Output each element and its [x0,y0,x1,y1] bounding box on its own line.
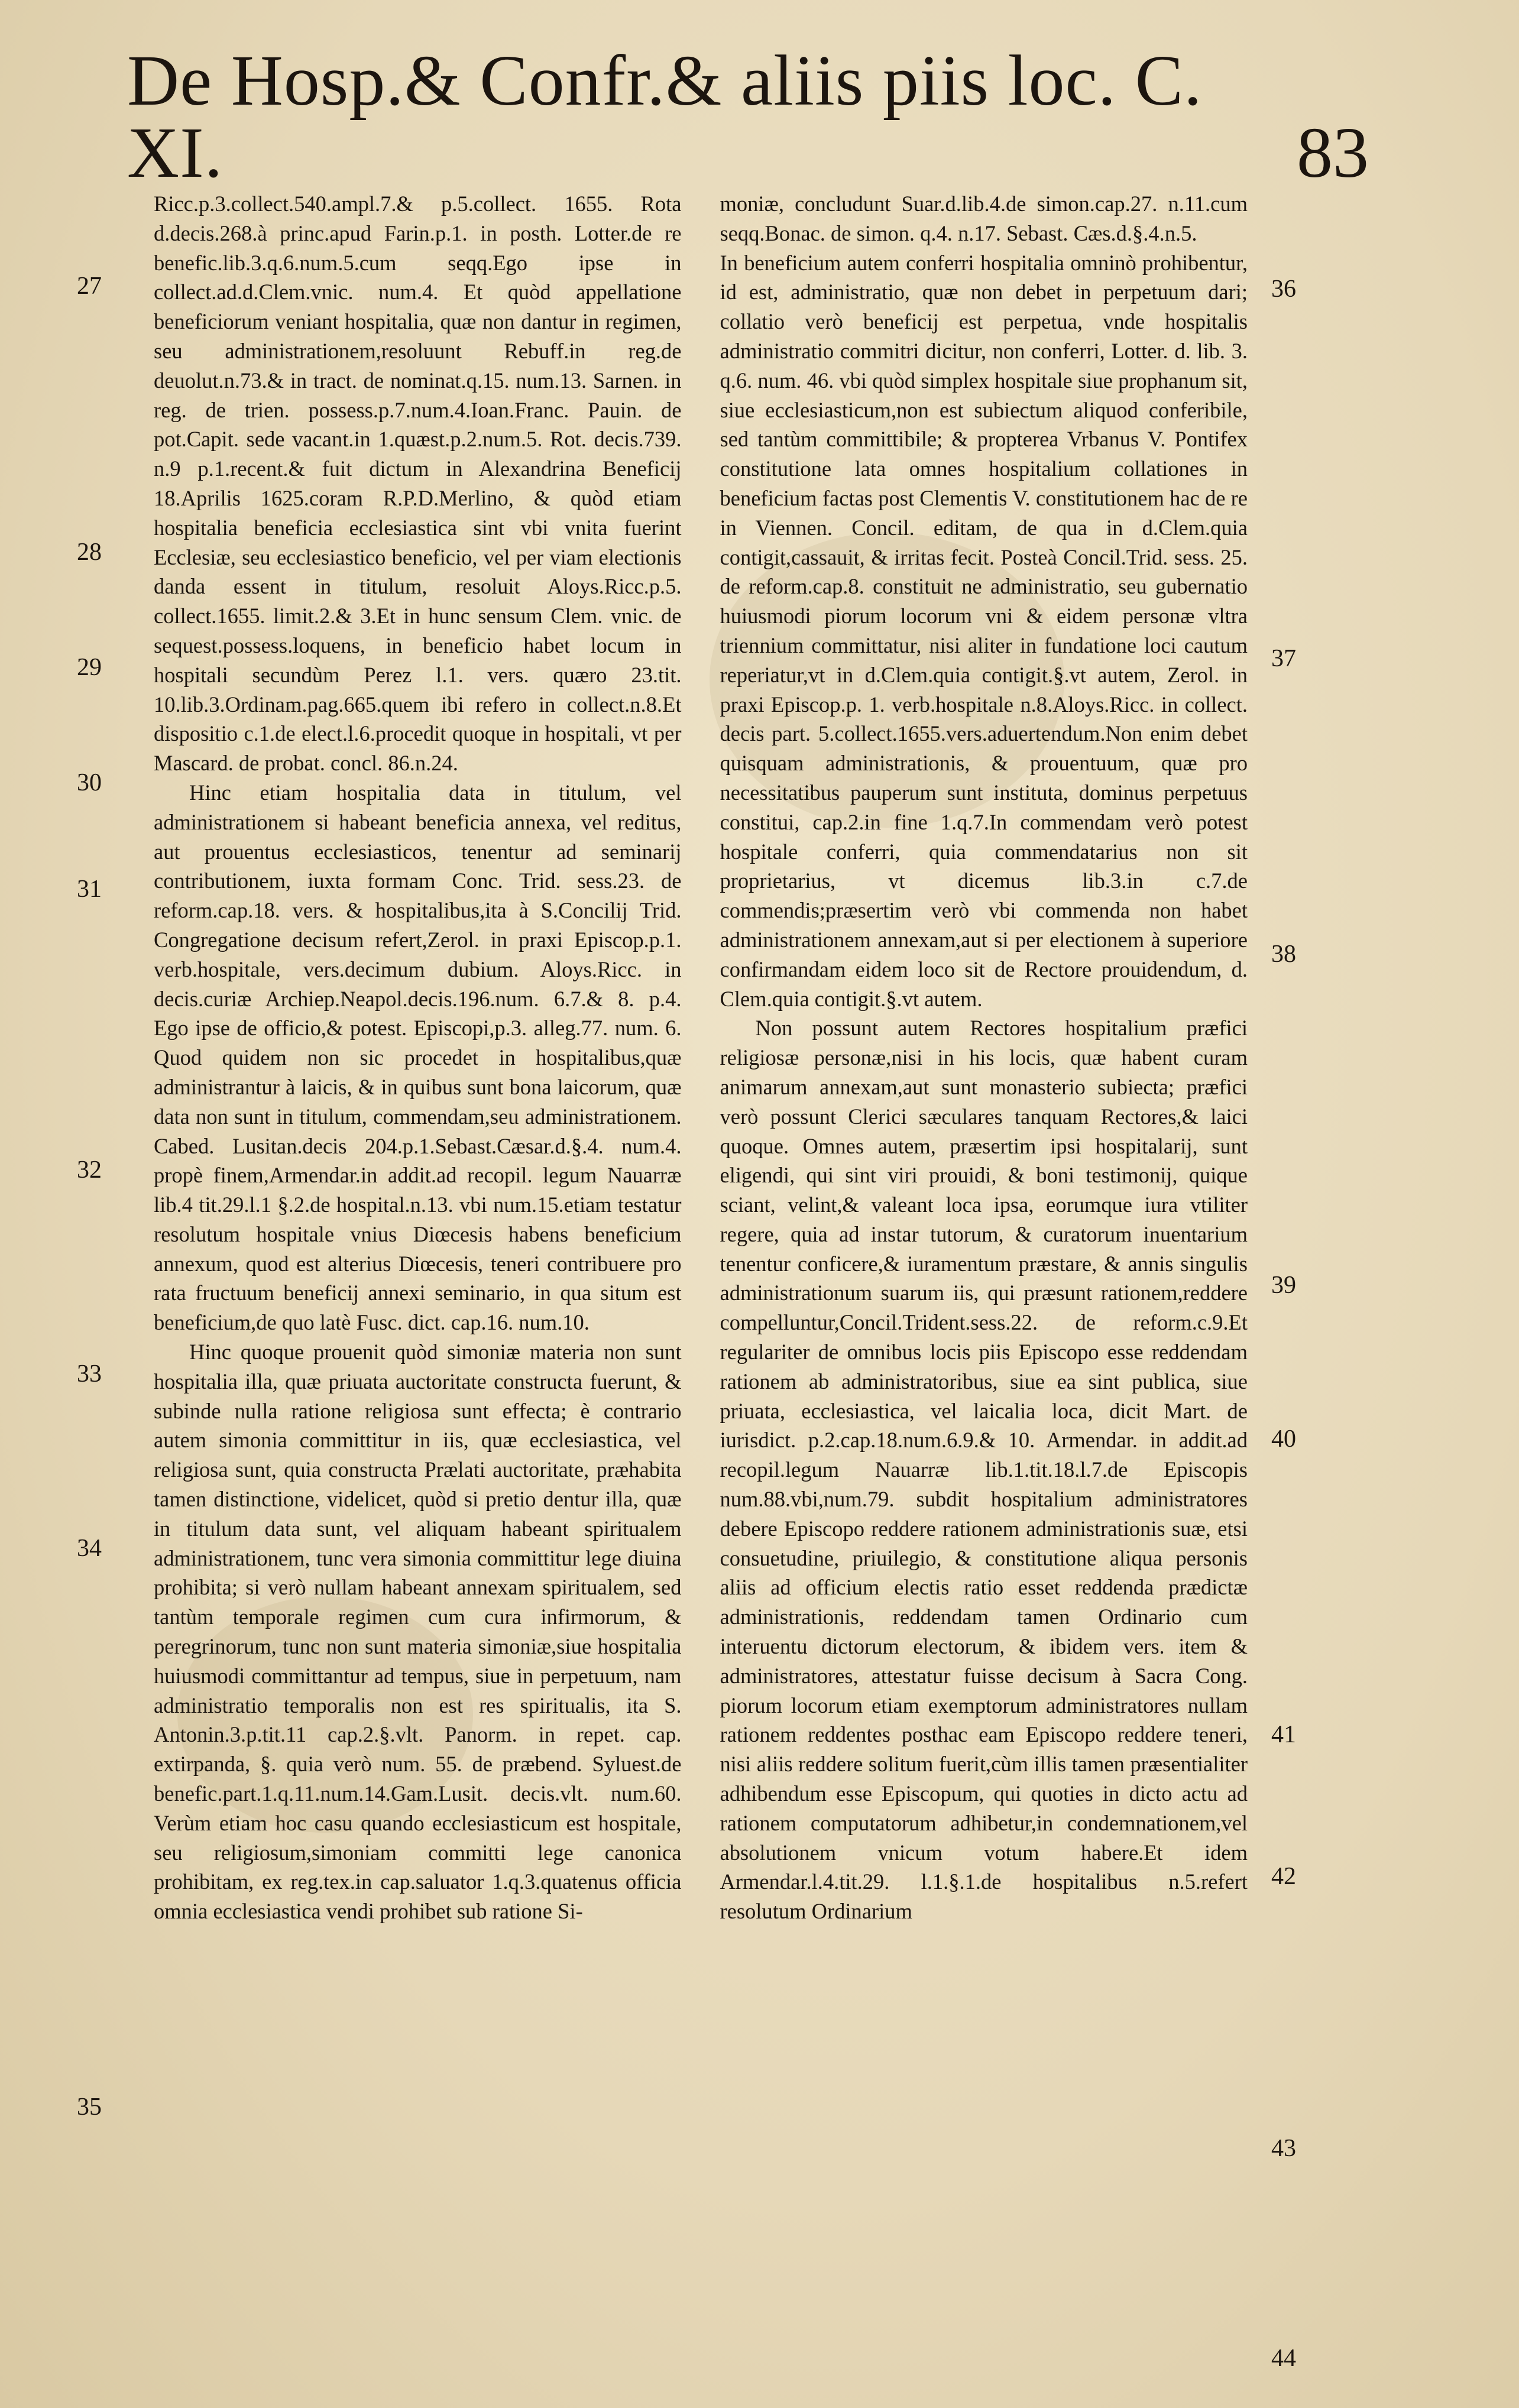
page-number: 83 [1297,113,1369,193]
paragraph: moniæ, concludunt Suar.d.lib.4.de simon.cap.27. n.11.cum seqq.Bonac. de simon. q.4. n.17. Sebast. Cæs.d.§.4.n.5. [720,192,1248,245]
left-column [154,189,682,2318]
margin-number: 29 [77,654,102,681]
margin-number: 30 [77,769,102,796]
margin-number: 38 [1271,941,1296,968]
margin-number: 37 [1271,645,1296,672]
margin-number: 42 [1271,1863,1296,1890]
margin-number: 32 [77,1156,102,1184]
paragraph: In beneficium autem conferri hospitalia omninò prohibentur, id est, administratio, quæ non debet in perpetuum dari; collatio verò beneficij est perpetua, vnde hospitalis administratio commitri dicitur, non conferri, Lotter. d. lib. 3. q.6. num. 46. vbi quòd simplex hospitale siue prophanum sit, siue ecclesiasticum,non est subiectum aliquod conferibile, sed tantùm committibile; & propterea Vrbanus V. Pontifex constitutione lata omnes hospitalium collationes in beneficium factas post Clementis V. constitutionem hac de re in Viennen. Concil. editam, de qua in d.Clem.quia contigit,cassauit, & irritas fecit. Posteà Concil.Trid. sess. 25. de reform.cap.8. constituit ne administratio, seu gubernatio huiusmodi piorum locorum vni & eidem personæ vltra triennium committatur, nisi aliter in fundatione loci cautum reperiatur,vt in d.Clem.quia contigit.§.vt autem, Zerol. in praxi Episcop.p. 1. verb.hospitale n.8.Aloys.Ricc. in collect. decis part. 5.collect.1655.vers.aduertendum.Non enim debet quisquam administrationis, & prouentuum, quæ pro necessitatibus pauperum sunt instituta, dominus perpetuus constitui, cap.2.in fine 1.q.7.In commendam verò potest hospitale conferri, quia commendatarius non sit proprietarius, vt dicemus lib.3.in c.7.de commendis;præsertim verò vbi commenda non habet administrationem annexam,aut si per electionem à superiore confirmandam eidem loco sit de Rectore prouidendum, d. Clem.quia contigit.§.vt autem. [720,250,1248,1011]
paragraph: Hinc etiam hospitalia data in titulum, vel administrationem si habeant beneficia annexa, vel reditus, aut prouentus ecclesiasticos, tenentur ad seminarij contributionem, iuxta formam Conc. Trid. sess.23. de reform.cap.18. vers. & hospitalibus,ita à S.Concilij Trid. Congregatione decisum refert,Zerol. in praxi Episcop.p.1. verb.hospitale, vers.decimum dubium. Aloys.Ricc. in decis.curiæ Archiep.Neapol.decis.196.num. 6.7.& 8. p.4. Ego ipse de officio,& potest. Episcopi,p.3. alleg.77. num. 6. Quod quidem non sic procedet in hospitalibus,quæ administrantur à laicis, & in quibus sunt bona laicorum, quæ data non sunt in titulum, commendam,seu administrationem. Cabed. Lusitan.decis 204.p.1.Sebast.Cæsar.d.§.4. num.4. propè finem,Armendar.in addit.ad recopil. legum Nauarræ lib.4 tit.29.l.1 §.2.de hospital.n.13. vbi num.15.etiam testatur resolutum hospitale vnius Diœcesis habens beneficium annexum, quod est alterius Diœcesis, teneri contribuere pro rata fructuum beneficij annexi seminario, in qua situm est beneficium,de quo latè Fusc. dict. cap.16. num.10. [154,780,682,1335]
text-columns [154,189,1248,2318]
margin-number: 44 [1271,2345,1296,2372]
margin-number: 41 [1271,1721,1296,1748]
margin-number: 28 [77,539,102,566]
running-title: De Hosp.& Confr.& aliis piis loc. C. XI. [127,41,1203,193]
margin-number: 35 [77,2093,102,2121]
margin-number: 43 [1271,2135,1296,2162]
paragraph: Hinc quoque prouenit quòd simoniæ materia non sunt hospitalia illa, quæ priuata auctoritate constructa fuerunt, & subinde nulla ratione religiosa sunt effecta; è contrario autem simonia committitur in iis, quæ ecclesiastica, vel religiosa sunt, quia constructa Prælati auctoritate, præhabita tamen distinctione, videlicet, quòd si pretio dentur illa, quæ in titulum data sunt, vel aliquam habeant spiritualem administrationem, tunc vera simonia committitur lege diuina prohibita; si verò nullam habeant annexam spiritualem, sed tantùm temporale regimen cum cura infirmorum, & peregrinorum, tunc non sunt materia simoniæ,siue hospitalia huiusmodi committantur ad tempus, siue in perpetuum, nam administratio temporalis non est res spiritualis, ita S. Antonin.3.p.tit.11 cap.2.§.vlt. Panorm. in repet. cap. extirpanda, §. quia verò num. 55. de præbend. Syluest.de benefic.part.1.q.11.num.14.Gam.Lusit. decis.vlt. num.60. Verùm etiam hoc casu quando ecclesiasticum est hospitale, seu religiosum,simoniam committi lege canonica prohibitam, ex reg.tex.in cap.saluator 1.q.3.quatenus officia omnia ecclesiastica vendi prohibet sub ratione Si- [154,1340,682,1924]
margin-number: 27 [77,273,102,300]
margin-number: 36 [1271,276,1296,303]
margin-number: 33 [77,1360,102,1388]
right-column [720,189,1248,2318]
paragraph: Non possunt autem Rectores hospitalium præfici religiosæ personæ,nisi in his locis, quæ habent curam animarum annexam,aut sunt monasterio subiecta; præfici verò possunt Clerici sæculares tanquam Rectores,& laici quoque. Omnes autem, præsertim ipsi hospitalarij, sunt eligendi, qui sint viri prouidi, & boni testimonij, quique sciant, velint,& valeant loca ipsa, eorumque iura vtiliter regere, quia ad instar tutorum, & curatorum inuentarium tenentur conficere,& iuramentum præstare, & annis singulis administrationum suarum iis, qui præsunt rationem,reddere compelluntur,Concil.Trident.sess.22. de reform.c.9.Et regulariter de omnibus locis piis Episcopo esse reddendam rationem ab administratoribus, siue ea sint publica, siue priuata, ecclesiastica, vel laicalia loca, dicit Mart. de iurisdict. p.2.cap.18.num.6.9.& 10. Armendar. in addit.ad recopil.legum Nauarræ lib.1.tit.18.l.7.de Episcopis num.88.vbi,num.79. subdit hospitalium administratores debere Episcopo reddere rationem administrationis suæ, etsi consuetudine, priuilegio, & constitutione aliqua personis aliis ad officium electis ratio esset reddenda prædictæ administrationis, reddendam tamen Ordinario cum interuentu dictorum electorum, & ibidem vers. item & administratores, attestatur fuisse decisum à Sacra Cong. piorum locorum etiam exemptorum administratores nullam rationem reddentes posthac eam Episcopo reddere teneri, nisi aliis reddere solitum fuerit,cùm illis tamen præsentialiter adhibendum esse Episcopum, qui quoties in dicto actu ad rationem computatorum adhibetur,in condemnationem,vel absolutionem vnicum votum habere.Et idem Armendar.l.4.tit.29. l.1.§.1.de hospitalibus n.5.refert resolutum Ordinarium [720,1016,1248,1924]
margin-number: 40 [1271,1425,1296,1453]
paragraph: Ricc.p.3.collect.540.ampl.7.& p.5.collect. 1655. Rota d.decis.268.à princ.apud Farin.p.1. in posth. Lotter.de re benefic.lib.3.q.6.num.5.cum seqq.Ego ipse in collect.ad.d.Clem.vnic. num.4. Et quòd appellatione beneficiorum veniant hospitalia, quæ non dantur in regimen, seu administrationem,resoluunt Rebuff.in reg.de deuolut.n.73.& in tract. de nominat.q.15. num.13. Sarnen. in reg. de trien. possess.p.7.num.4.Ioan.Franc. Pauin. de pot.Capit. sede vacant.in 1.quæst.p.2.num.5. Rot. decis.739. n.9 p.1.recent.& fuit dictum in Alexandrina Beneficij 18.Aprilis 1625.coram R.P.D.Merlino, & quòd etiam hospitalia beneficia ecclesiastica sint vbi vnita fuerint Ecclesiæ, seu ecclesiastico beneficio, vel per viam electionis danda essent in titulum, resoluit Aloys.Ricc.p.5. collect.1655. limit.2.& 3.Et in hunc sensum Clem. vnic. de sequest.possess.loquens, in beneficio habet locum in hospitali secundùm Perez l.1. vers. quæro 23.tit. 10.lib.3.Ordinam.pag.665.quem ibi refero in collect.n.8.Et dispositio c.1.de elect.l.6.procedit quoque in hospitali, vt per Mascard. de probat. concl. 86.n.24. [154,192,682,776]
margin-number: 31 [77,876,102,903]
margin-number: 39 [1271,1272,1296,1299]
page-header [127,41,1369,193]
margin-number: 34 [77,1535,102,1562]
